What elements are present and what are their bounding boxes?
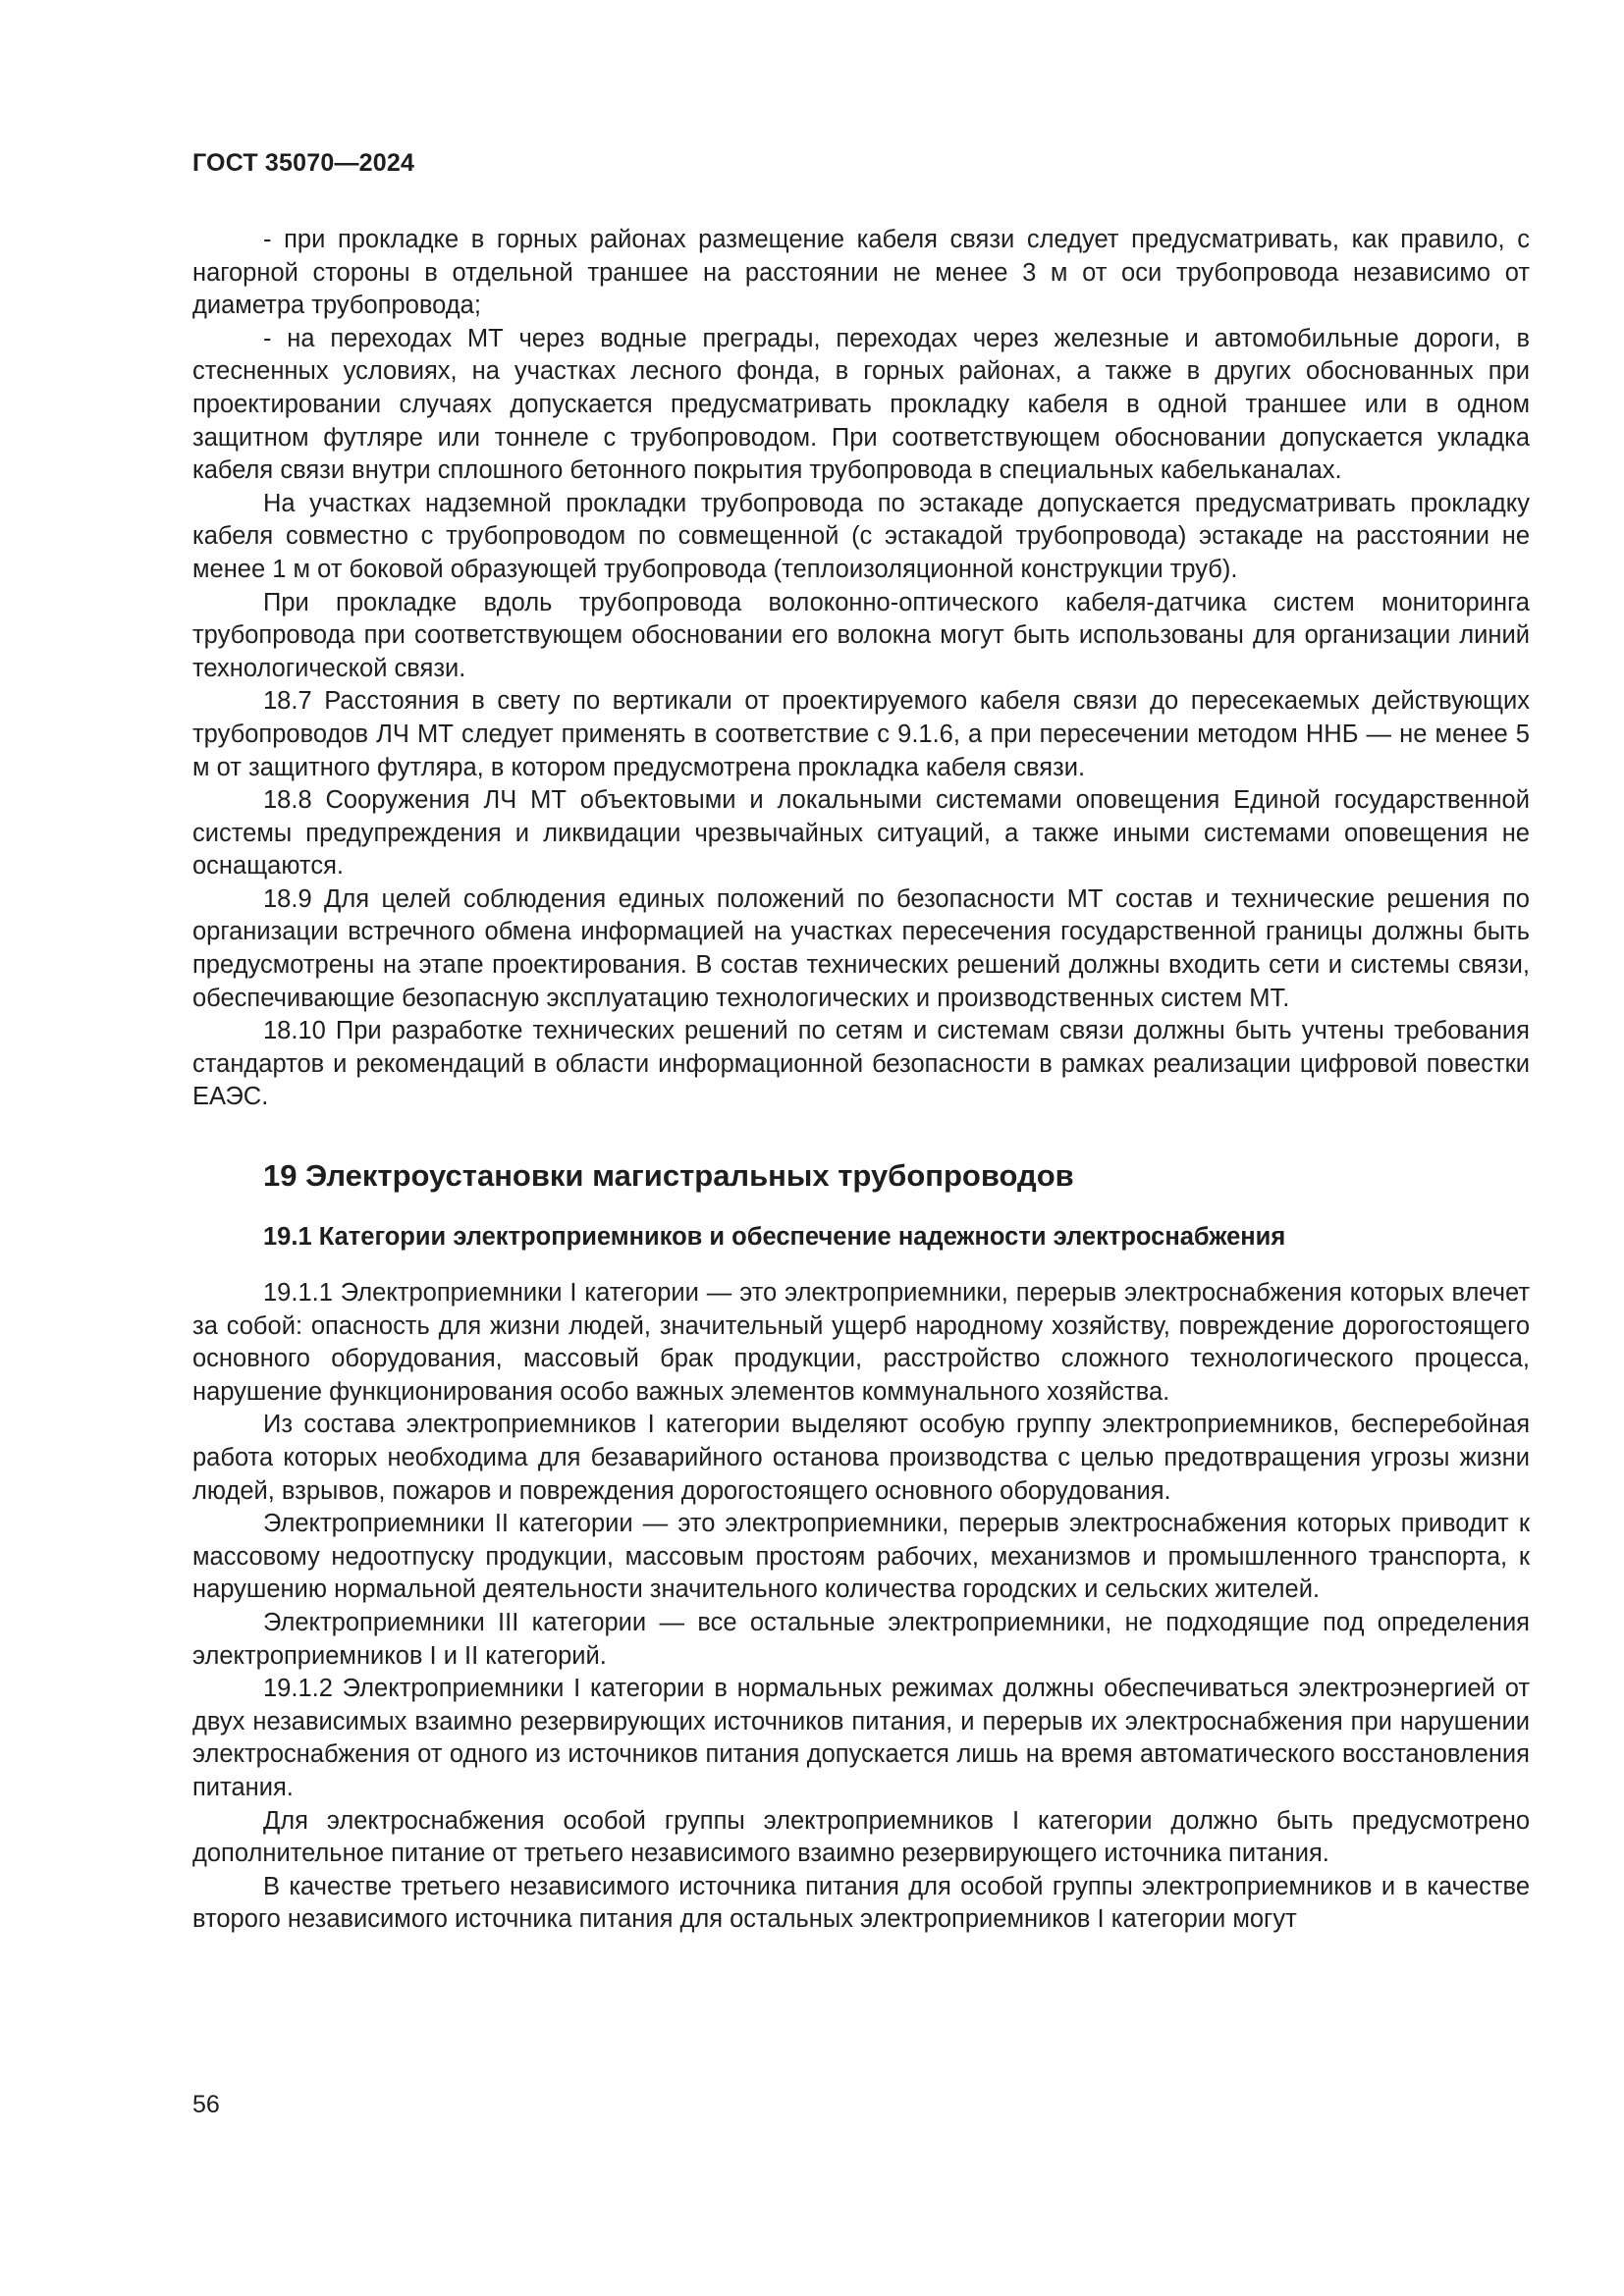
paragraph: 18.9 Для целей соблюдения единых положений по безопасности МТ состав и технические решения по организации встречного обмена информацией на участках пересечения государственной границы должны быть предусмотрены на этапе проектирования. В состав технических решений должны входить сети и системы связи, обеспечивающие безопасную эксплуатацию технологических и производственных систем МТ.: [192, 884, 1530, 1012]
paragraph: В качестве третьего независимого источника питания для особой группы электроприемников и в качестве второго независимого источника питания для остальных электроприемников I категории могут: [192, 1872, 1530, 1934]
paragraph: - на переходах МТ через водные преграды, переходах через железные и автомобильные дороги, в стесненных условиях, на участках лесного фонда, в горных районах, а также в других обоснованных при проектировании случаях допускается предусматривать прокладку кабеля в одной траншее или в одном защитном футляре или тоннеле с трубопроводом. При соответствующем обосновании допускается укладка кабеля связи внутри сплошного бетонного покрытия трубопровода в специальных кабельканалах.: [192, 324, 1530, 485]
paragraph: На участках надземной прокладки трубопровода по эстакаде допускается предусматривать прокладку кабеля совместно с трубопроводом по совмещенной (с эстакадой трубопровода) эстакаде на расстоянии не менее 1 м от боковой образующей трубопровода (теплоизоляционной конструкции труб).: [192, 489, 1530, 583]
paragraph: Электроприемники III категории — все остальные электроприемники, не подходящие под определения электроприемников I и II категорий.: [192, 1608, 1530, 1670]
paragraph: При прокладке вдоль трубопровода волоконно-оптического кабеля-датчика систем мониторинга трубопровода при соответствующем обосновании его волокна могут быть использованы для организации линий технологической связи.: [192, 588, 1530, 682]
paragraph: Из состава электроприемников I категории выделяют особую группу электроприемников, бесперебойная работа которых необходима для безаварийного останова производства с целью предотвращения угрозы жизни людей, взрывов, пожаров и повреждения дорогостоящего основного оборудования.: [192, 1411, 1530, 1505]
paragraph: Электроприемники II категории — это электроприемники, перерыв электроснабжения которых приводит к массовому недоотпуску продукции, массовым простоям рабочих, механизмов и промышленного транспорта, к нарушению нормальной деятельности значительного количества городских и сельских жителей.: [192, 1510, 1530, 1604]
paragraph: 18.10 При разработке технических решений по сетям и системам связи должны быть учтены требования стандартов и рекомендаций в области информационной безопасности в рамках реализации цифровой повестки ЕАЭС.: [192, 1017, 1530, 1111]
paragraph: 18.7 Расстояния в свету по вертикали от проектируемого кабеля связи до пересекаемых действующих трубопроводов ЛЧ МТ следует применять в соответствие с 9.1.6, а при пересечении методом ННБ — не менее 5 м от защитного футляра, в котором предусмотрена прокладка кабеля связи.: [192, 687, 1530, 781]
page-content: [192, 224, 1530, 1937]
paragraph: - при прокладке в горных районах размещение кабеля связи следует предусматривать, как правило, с нагорной стороны в отдельной траншее на расстоянии не менее 3 м от оси трубопровода независимо от диаметра трубопровода;: [192, 226, 1530, 320]
section-heading: 19 Электроустановки магистральных трубопроводов: [263, 1158, 1074, 1194]
paragraph: 19.1.2 Электроприемники I категории в нормальных режимах должны обеспечиваться электроэнергией от двух независимых взаимно резервирующих источников питания, и перерыв их электроснабжения при нарушении электроснабжения от одного из источников питания допускается лишь на время автоматического восстановления питания.: [192, 1675, 1530, 1801]
subsection-heading: 19.1 Категории электроприемников и обеспечение надежности электроснабжения: [263, 1223, 1286, 1252]
paragraph: Для электроснабжения особой группы электроприемников I категории должно быть предусмотрено дополнительное питание от третьего независимого взаимно резервирующего источника питания.: [192, 1806, 1530, 1868]
paragraph: 19.1.1 Электроприемники I категории — это электроприемники, перерыв электроснабжения которых влечет за собой: опасность для жизни людей, значительный ущерб народному хозяйству, повреждение дорогостоящего основного оборудования, массовый брак продукции, расстройство сложного технологического процесса, нарушение функционирования особо важных элементов коммунального хозяйства.: [192, 1279, 1530, 1406]
standard-header: ГОСТ 35070—2024: [192, 149, 415, 177]
page-number: 56: [192, 2091, 220, 2118]
paragraph: 18.8 Сооружения ЛЧ МТ объектовыми и локальными системами оповещения Единой государственной системы предупреждения и ликвидации чрезвычайных ситуаций, а также иными системами оповещения не оснащаются.: [192, 786, 1530, 881]
